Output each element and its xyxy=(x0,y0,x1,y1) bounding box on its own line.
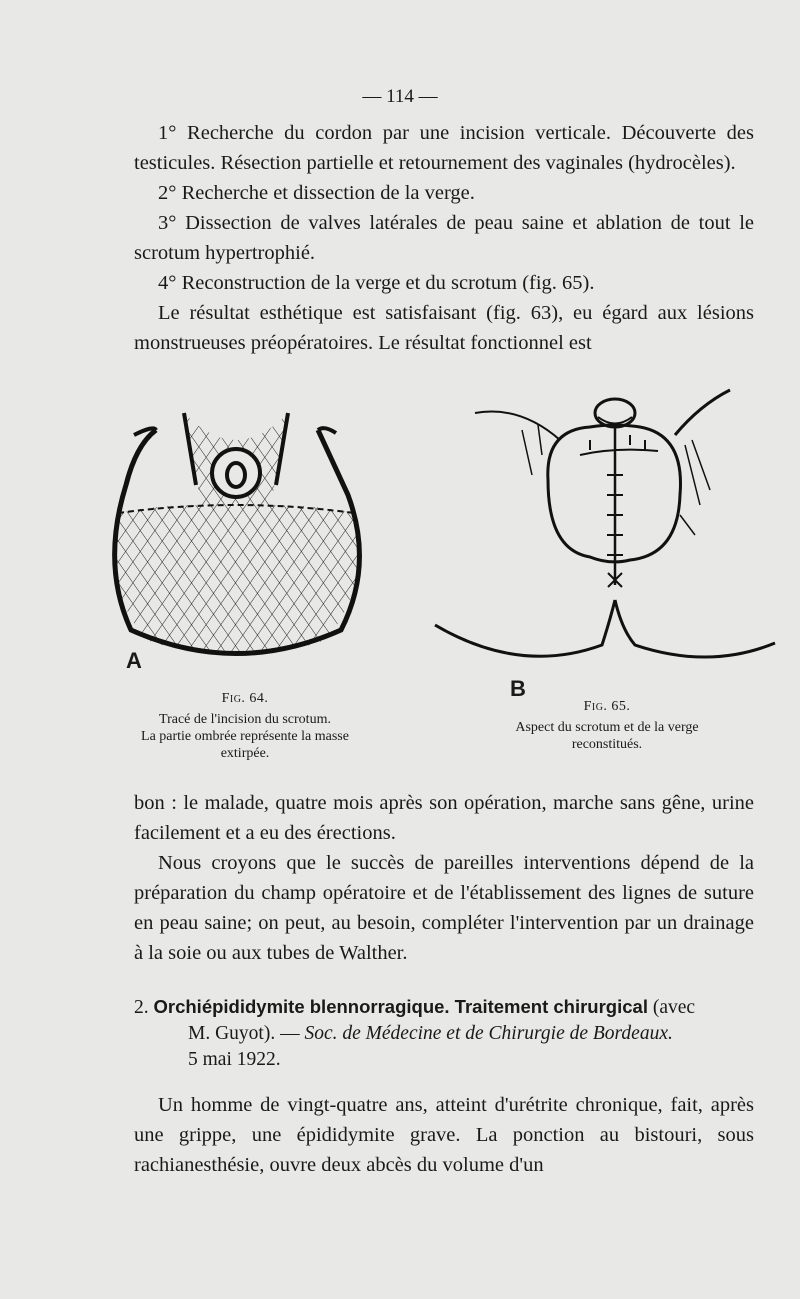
figure-65-letter: B xyxy=(510,676,526,701)
paragraph-result: Le résultat esthétique est satisfaisant (fig. 63), eu égard aux lésions monstrueuses préopératoires. Le résultat fonctionnel est xyxy=(134,302,754,354)
figure-64-caption-line: Tracé de l'incision du scrotum. xyxy=(159,712,331,727)
paragraph-step-3: 3° Dissection de valves latérales de peau saine et ablation de tout le scrotum hypertrophié. xyxy=(134,212,754,264)
figure-64-letter: A xyxy=(126,648,142,673)
figure-64-caption xyxy=(110,690,380,762)
figure-65-title: Fig. 65. xyxy=(583,699,631,714)
paragraph-case: Un homme de vingt-quatre ans, atteint d'urétrite chronique, fait, après une grippe, une épididymite grave. La ponction au bistouri, sous rachianesthésie, ouvre deux abcès du volume d'un xyxy=(134,1094,754,1176)
figure-65-caption-line: Aspect du scrotum et de la verge xyxy=(515,720,699,735)
entry-authors-open: (avec xyxy=(652,997,696,1018)
paragraph-continued: bon : le malade, quatre mois après son opération, marche sans gêne, urine facilement et a eu des érections. xyxy=(134,792,754,844)
figure-65-drawing xyxy=(430,385,780,675)
entry-number: 2. xyxy=(134,997,149,1018)
entry-source: Soc. de Médecine et de Chirurgie de Bordeaux. xyxy=(304,1023,673,1044)
entry-date: 5 mai 1922. xyxy=(188,1049,281,1070)
top-text-block xyxy=(134,118,754,358)
middle-text-block xyxy=(134,788,754,968)
figure-65-caption-line: reconstitués. xyxy=(571,737,643,752)
entry-title: Orchiépididymite blennorragique. Traitement chirurgical xyxy=(153,996,648,1017)
figure-65-caption xyxy=(472,698,742,753)
figure-64-title: Fig. 64. xyxy=(221,691,269,706)
paragraph-step-2: 2° Recherche et dissection de la verge. xyxy=(158,182,475,204)
figure-64-drawing xyxy=(96,405,376,675)
publication-entry xyxy=(134,994,756,1073)
entry-authors: M. Guyot). xyxy=(188,1023,276,1044)
paragraph-conclusion: Nous croyons que le succès de pareilles interventions dépend de la préparation du champ opératoire et de l'établissement des lignes de suture en peau saine; on peut, au besoin, compléter l'intervention par un drainage à la soie ou aux tubes de Walther. xyxy=(134,852,754,964)
bottom-text-block xyxy=(134,1090,754,1180)
figure-64-caption-line: La partie ombrée représente la masse xyxy=(141,729,349,744)
figure-64-caption-line: extirpée. xyxy=(220,746,270,761)
entry-dash: — xyxy=(280,1023,300,1044)
page-number: — 114 — xyxy=(362,86,438,107)
paragraph-step-4: 4° Reconstruction de la verge et du scrotum (fig. 65). xyxy=(158,272,595,294)
paragraph-step-1: 1° Recherche du cordon par une incision verticale. Découverte des testicules. Résection partielle et retournement des vaginales (hydrocèles). xyxy=(134,122,754,174)
